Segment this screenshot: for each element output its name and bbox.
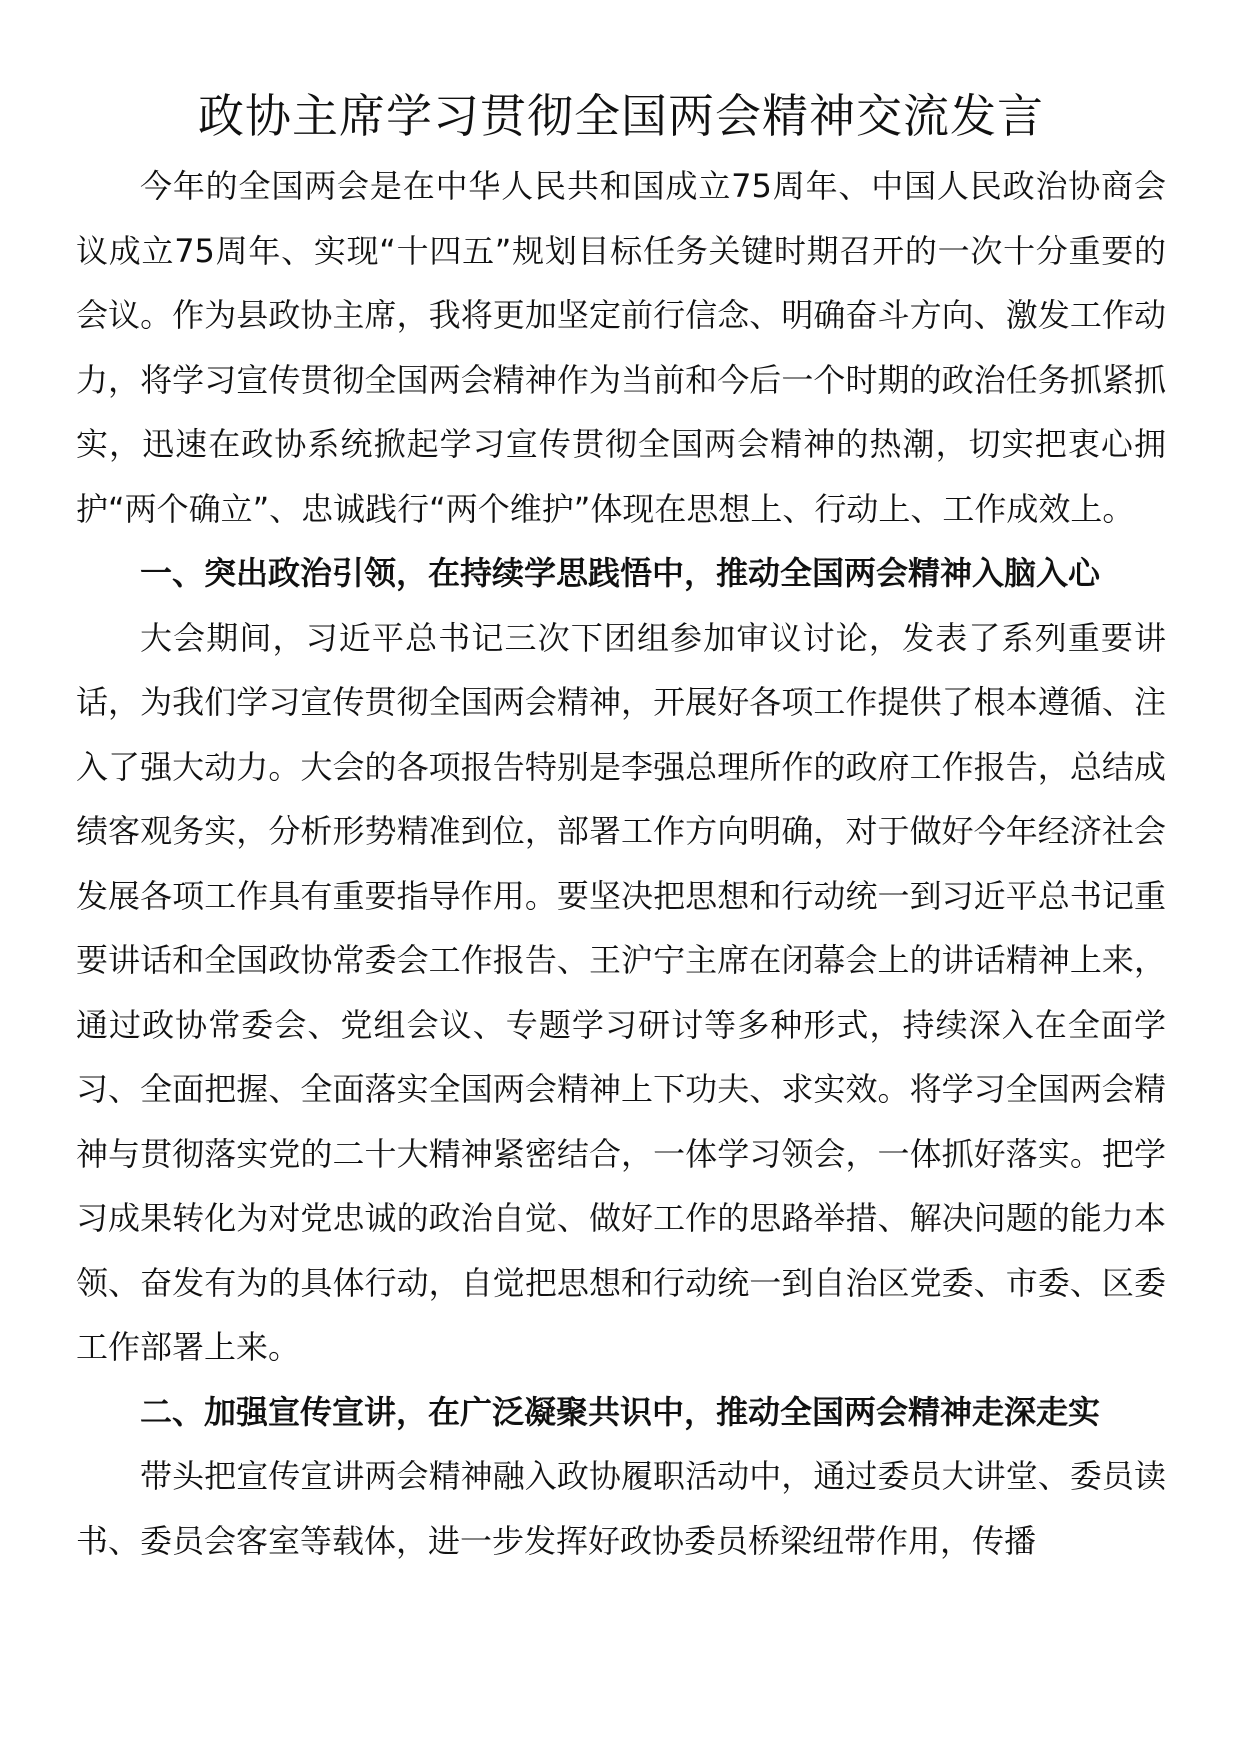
section-2-heading: 二、加强宣传宣讲，在广泛凝聚共识中，推动全国两会精神走深走实 xyxy=(140,1392,1101,1431)
intro-paragraph: 今年的全国两会是在中华人民共和国成立75周年、中国人民政治协商会议成立75周年、实现“十四五”规划目标任务关键时期召开的一次十分重要的会议。作为县政协主席，我将更加坚定前行信念、明确奋斗方向、激发工作动力，将学习宣传贯彻全国两会精神作为当前和今后一个时期的政治任务抓紧抓实，迅速在政协系统掀起学习宣传贯彻全国两会精神的热潮，切实把衷心拥护“两个确立”、忠诚践行“两个维护”体现在思想上、行动上、工作成效上。 xyxy=(76,167,1166,528)
document-page xyxy=(76,86,1166,1573)
document-title: 政协主席学习贯彻全国两会精神交流发言 xyxy=(198,89,1044,143)
section-1-paragraph: 大会期间，习近平总书记三次下团组参加审议讨论，发表了系列重要讲话，为我们学习宣传贯彻全国两会精神，开展好各项工作提供了根本遵循、注入了强大动力。大会的各项报告特别是李强总理所作的政府工作报告，总结成绩客观务实，分析形势精准到位，部署工作方向明确，对于做好今年经济社会发展各项工作具有重要指导作用。要坚决把思想和行动统一到习近平总书记重要讲话和全国政协常委会工作报告、王沪宁主席在闭幕会上的讲话精神上来，通过政协常委会、党组会议、专题学习研讨等多种形式，持续深入在全面学习、全面把握、全面落实全国两会精神上下功夫、求实效。将学习全国两会精神与贯彻落实党的二十大精神紧密结合，一体学习领会，一体抓好落实。把学习成果转化为对党忠诚的政治自觉、做好工作的思路举措、解决问题的能力本领、奋发有为的具体行动，自觉把思想和行动统一到自治区党委、市委、区委工作部署上来。 xyxy=(76,618,1166,1366)
section-2-paragraph: 带头把宣传宣讲两会精神融入政协履职活动中，通过委员大讲堂、委员读书、委员会客室等载体，进一步发挥好政协委员桥梁纽带作用，传播 xyxy=(76,1457,1166,1560)
section-1-heading: 一、突出政治引领，在持续学思践悟中，推动全国两会精神入脑入心 xyxy=(140,554,1101,592)
